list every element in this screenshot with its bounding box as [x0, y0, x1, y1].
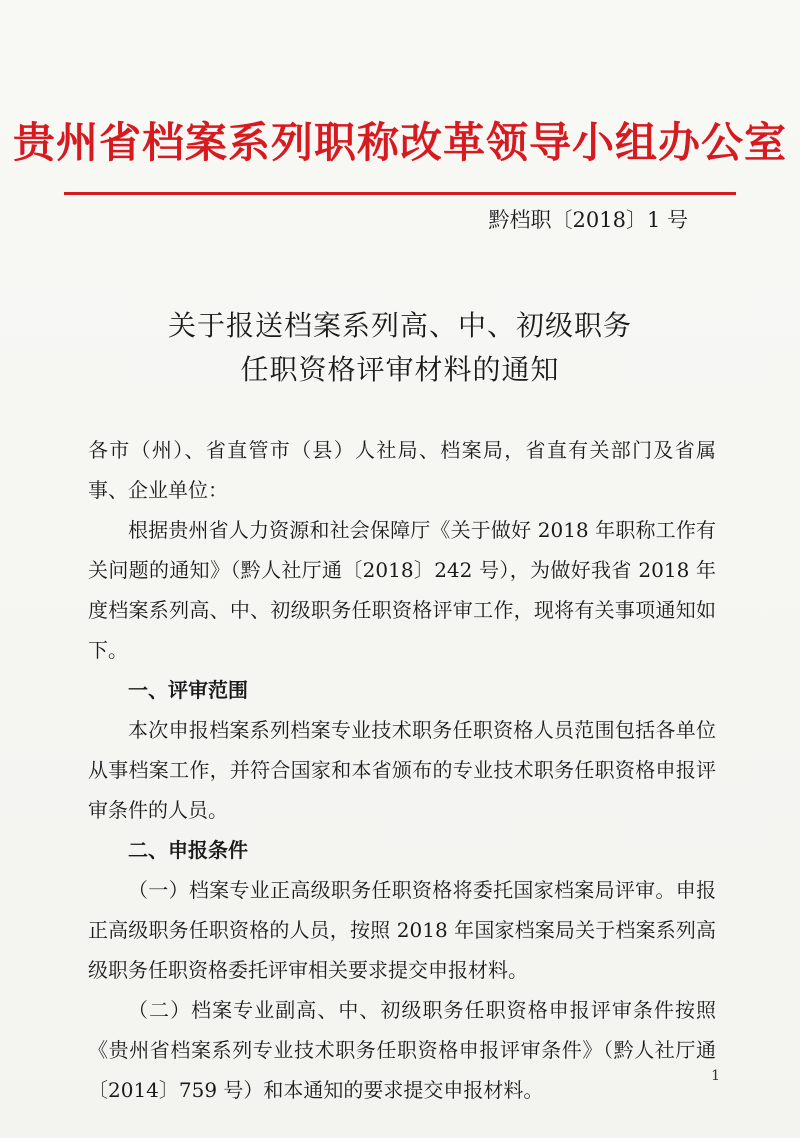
page-number: 1	[711, 1068, 720, 1084]
notice-body	[88, 430, 716, 1110]
section-heading-1: 一、评审范围	[128, 678, 248, 702]
issuing-office-title: 贵州省档案系列职称改革领导小组办公室	[12, 118, 787, 167]
section-2-paragraph-2: （二）档案专业副高、中、初级职务任职资格申报评审条件按照《贵州省档案系列专业技术职务任职资格申报评审条件》（黔人社厅通〔2014〕759 号）和本通知的要求提交申报材料。	[88, 998, 716, 1102]
intro-paragraph: 根据贵州省人力资源和社会保障厅《关于做好 2018 年职称工作有关问题的通知》（黔人社厅通〔2018〕242 号），为做好我省 2018 年度档案系列高、中、初级职务任职资格评审工作，现将有关事项通知如下。	[88, 518, 716, 662]
notice-title	[0, 304, 800, 392]
document-number: 黔档职〔2018〕1 号	[488, 208, 688, 232]
notice-title-line-1: 关于报送档案系列高、中、初级职务	[167, 309, 632, 342]
section-heading-2: 二、申报条件	[128, 838, 248, 862]
notice-title-line-2: 任职资格评审材料的通知	[240, 353, 560, 386]
red-divider-line	[64, 192, 736, 195]
section-1-paragraph-1: 本次申报档案系列档案专业技术职务任职资格人员范围包括各单位从事档案工作，并符合国家和本省颁布的专业技术职务任职资格申报评审条件的人员。	[88, 718, 716, 822]
recipients-line: 各市（州）、省直管市（县）人社局、档案局，省直有关部门及省属事、企业单位：	[88, 438, 716, 502]
section-2-paragraph-1: （一）档案专业正高级职务任职资格将委托国家档案局评审。申报正高级职务任职资格的人员，按照 2018 年国家档案局关于档案系列高级职务任职资格委托评审相关要求提交申报材料。	[88, 878, 716, 982]
